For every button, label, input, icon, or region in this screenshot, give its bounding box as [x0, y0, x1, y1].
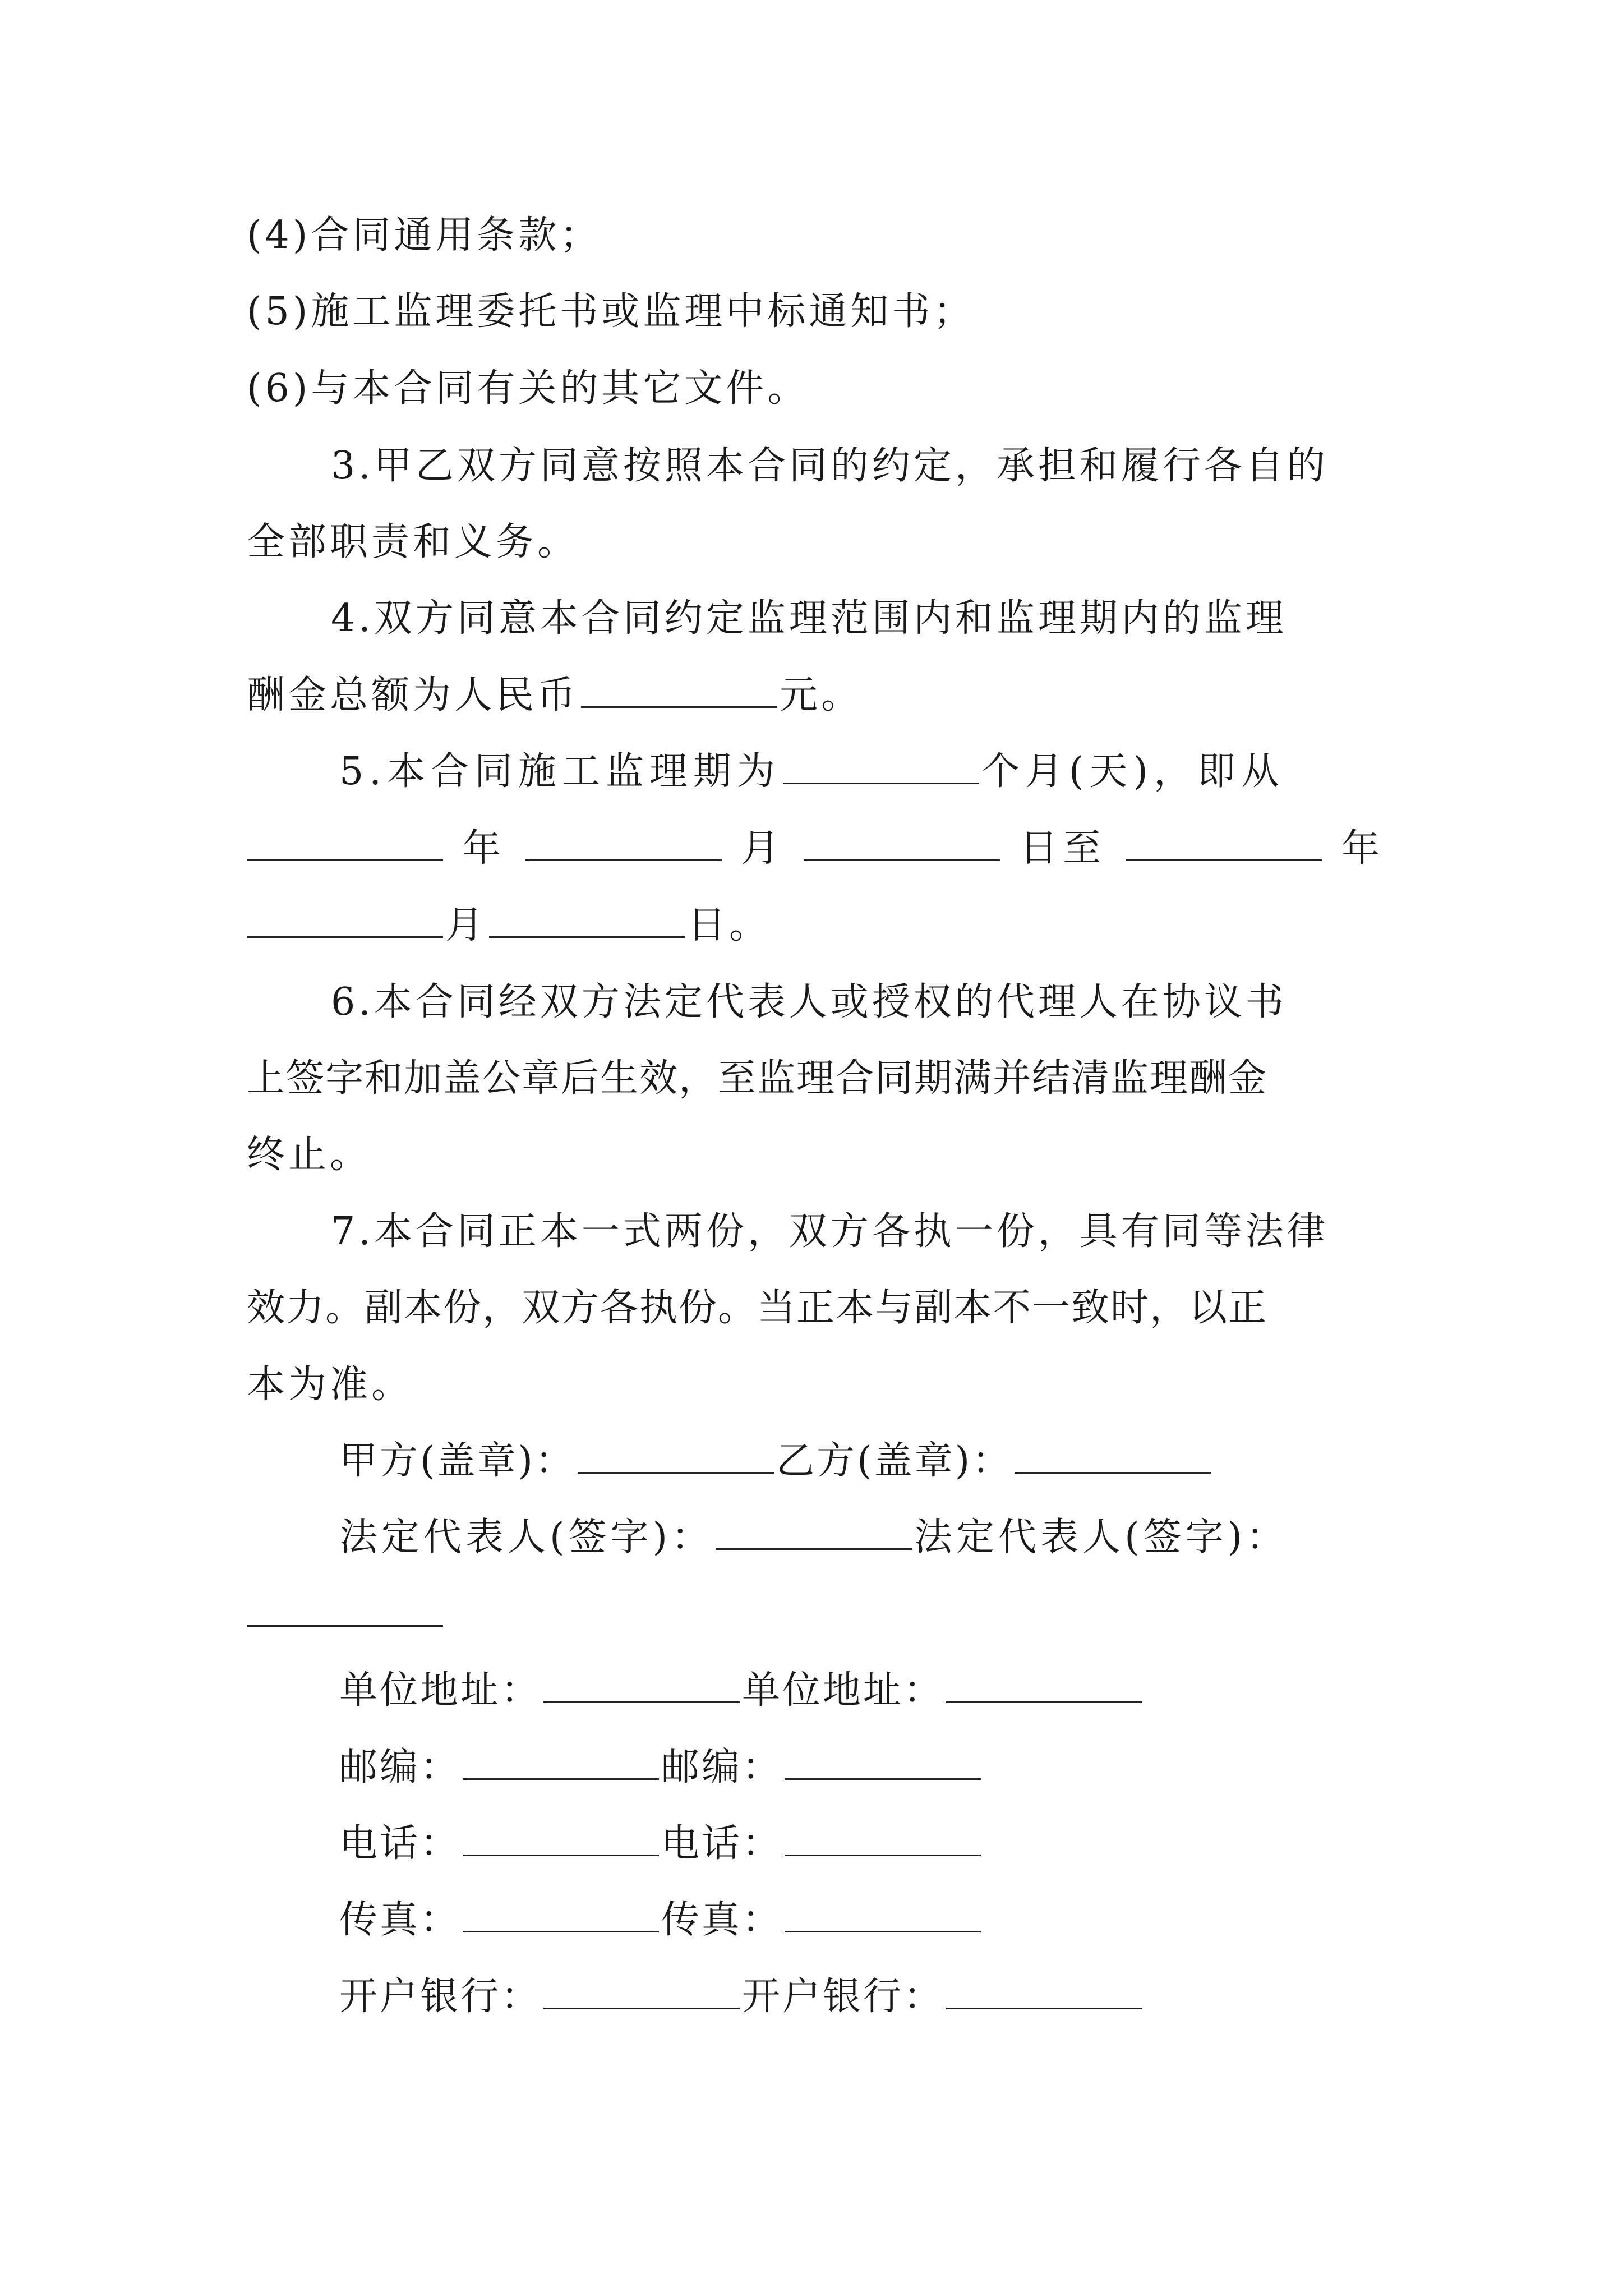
party-b-bank-blank[interactable] — [946, 1976, 1142, 2009]
phone-row — [339, 1819, 983, 1869]
list-item: (5)施工监理委托书或监理中标通知书； — [247, 289, 975, 334]
party-b-postcode-blank[interactable] — [785, 1747, 981, 1780]
month-label: 月 — [741, 826, 785, 871]
party-b-fax-label: 传真： — [661, 1898, 783, 1942]
party-a-legal-rep-label: 法定代表人(签字)： — [339, 1515, 714, 1559]
party-a-address-label: 单位地址： — [339, 1668, 542, 1713]
party-b-bank-label: 开户银行： — [742, 1975, 944, 2019]
clause-6-line-1: 6.本合同经双方法定代表人或授权的代理人在协议书 — [331, 980, 1287, 1024]
fax-row — [339, 1895, 983, 1945]
party-a-postcode-blank[interactable] — [463, 1747, 659, 1780]
party-a-seal-label: 甲方(盖章)： — [339, 1439, 576, 1483]
party-a-bank-blank[interactable] — [543, 1976, 740, 2009]
seal-row — [339, 1436, 1213, 1487]
bank-row — [339, 1972, 1145, 2022]
legal-rep-row-2 — [247, 1589, 445, 1640]
clause-5-period-unit: 个月(天)，即从 — [981, 749, 1285, 794]
start-month-blank[interactable] — [525, 828, 722, 861]
party-a-phone-blank[interactable] — [463, 1823, 659, 1856]
party-b-postcode-label: 邮编： — [661, 1745, 783, 1789]
period-blank[interactable] — [783, 751, 979, 784]
clause-3-line-1: 3.甲乙双方同意按照本合同的约定，承担和履行各自的 — [331, 444, 1329, 488]
clause-7-line-1: 7.本合同正本一式两份，双方各执一份，具有同等法律 — [331, 1209, 1329, 1254]
start-day-blank[interactable] — [804, 828, 1000, 861]
party-a-fax-blank[interactable] — [463, 1899, 659, 1932]
end-year-blank[interactable] — [1126, 828, 1322, 861]
clause-6-line-2: 上签字和加盖公章后生效，至监理合同期满并结清监理酬金 — [247, 1056, 1268, 1101]
clause-4-unit: 元。 — [780, 673, 863, 717]
party-a-legal-rep-blank[interactable] — [716, 1517, 912, 1550]
party-a-phone-label: 电话： — [339, 1821, 461, 1866]
amount-blank[interactable] — [581, 675, 777, 708]
party-b-seal-blank[interactable] — [1015, 1441, 1211, 1474]
party-a-address-blank[interactable] — [543, 1670, 740, 1703]
party-b-phone-blank[interactable] — [785, 1823, 981, 1856]
address-row — [339, 1665, 1145, 1716]
day-label: 日。 — [688, 903, 771, 947]
list-item: (4)合同通用条款； — [247, 213, 602, 257]
party-b-address-label: 单位地址： — [742, 1668, 944, 1713]
clause-7-line-3: 本为准。 — [247, 1363, 413, 1407]
year-label: 年 — [462, 826, 506, 871]
end-month-blank[interactable] — [247, 905, 443, 938]
clause-5-line-2 — [247, 823, 1380, 874]
party-a-seal-blank[interactable] — [578, 1441, 774, 1474]
legal-rep-row — [339, 1512, 1288, 1563]
party-b-fax-blank[interactable] — [785, 1899, 981, 1932]
clause-5-text: 5.本合同施工监理期为 — [339, 749, 781, 794]
party-a-fax-label: 传真： — [339, 1898, 461, 1942]
clause-3-line-2: 全部职责和义务。 — [247, 520, 579, 564]
party-b-legal-rep-blank[interactable] — [247, 1594, 443, 1627]
month-label: 月 — [445, 903, 487, 947]
clause-4-text: 酬金总额为人民币 — [247, 673, 579, 717]
end-day-blank[interactable] — [489, 905, 685, 938]
party-b-phone-label: 电话： — [661, 1821, 783, 1866]
start-year-blank[interactable] — [247, 828, 443, 861]
clause-7-line-2: 效力。副本份，双方各执份。当正本与副本不一致时，以正 — [247, 1286, 1268, 1330]
day-to-label: 日至 — [1020, 826, 1106, 871]
clause-5-line-3 — [247, 900, 771, 951]
clause-6-line-3: 终止。 — [247, 1133, 372, 1177]
postcode-row — [339, 1742, 983, 1793]
party-a-postcode-label: 邮编： — [339, 1745, 461, 1789]
clause-4-line-2 — [247, 670, 863, 721]
party-b-legal-rep-label: 法定代表人(签字)： — [914, 1515, 1289, 1559]
year-label: 年 — [1341, 826, 1380, 871]
party-b-seal-label: 乙方(盖章)： — [776, 1439, 1013, 1483]
list-item: (6)与本合同有关的其它文件。 — [247, 366, 809, 411]
clause-5-line-1 — [339, 747, 1285, 797]
clause-4-line-1: 4.双方同意本合同约定监理范围内和监理期内的监理 — [331, 596, 1287, 641]
party-b-address-blank[interactable] — [946, 1670, 1142, 1703]
party-a-bank-label: 开户银行： — [339, 1975, 542, 2019]
